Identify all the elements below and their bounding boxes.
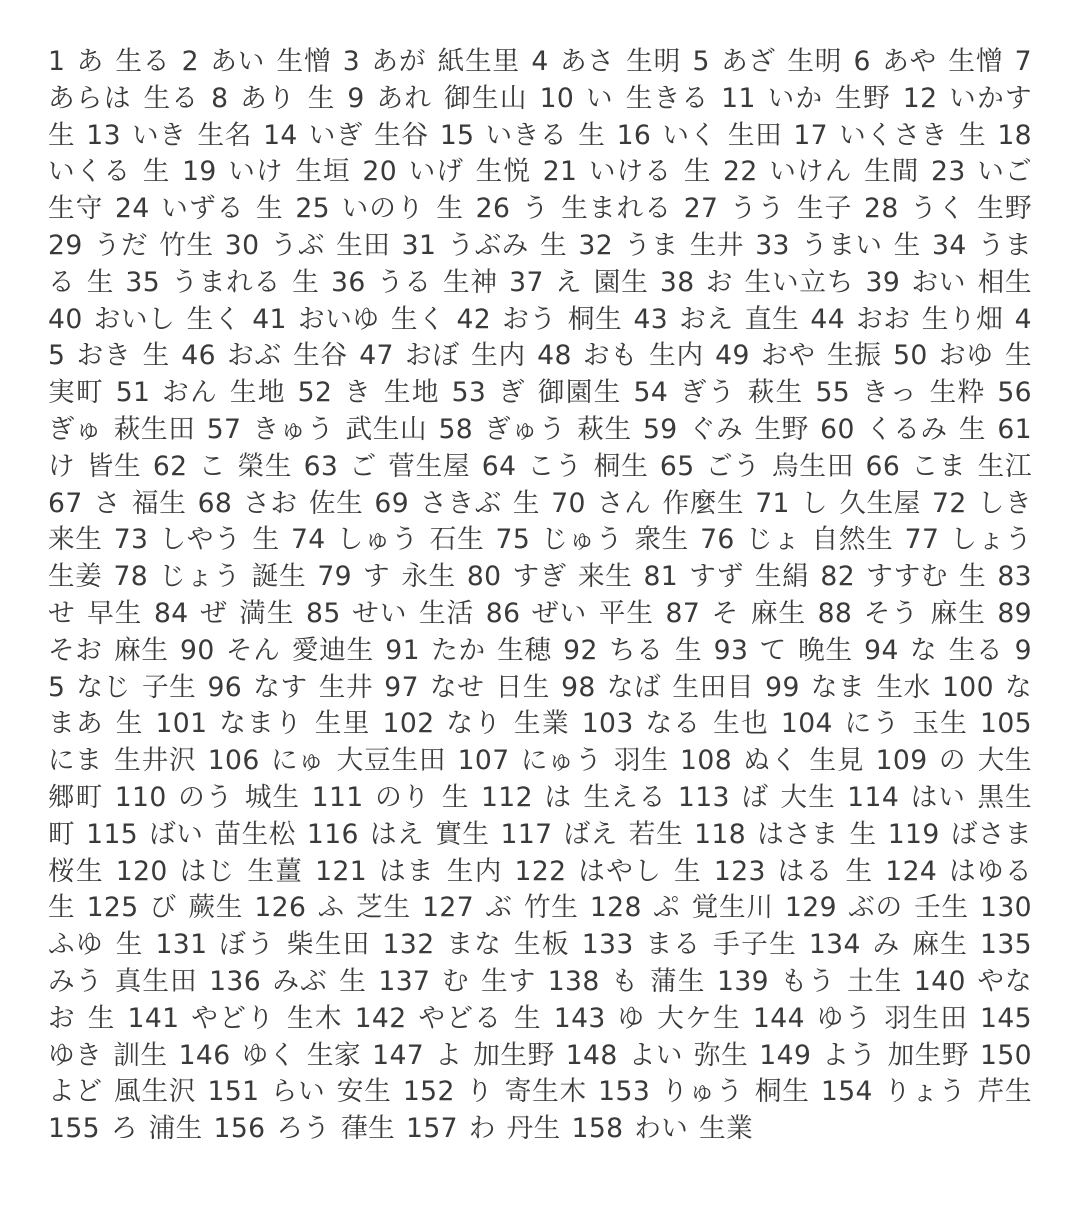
reading-list-text: 1 あ 生る 2 あい 生憎 3 あが 紙生里 4 あさ 生明 5 あざ 生明 6 あや 生憎 7 あらは 生る 8 あり 生 9 あれ 御生山 10 い 生きる 11 いか 生野 12 いかす 生 13 いき 生名 14 いぎ 生谷 15 いきる 生 16 いく 生田 17 いくさき 生 18 いくる 生 19 いけ 生垣 20 いげ 生悦 21 いける 生 22 いけん 生間 23 いご 生守 24 いずる 生 25 いのり 生 26 う 生まれる 27 うう 生子 28 うく 生野 29 うだ 竹生 30 うぶ 生田 31 うぶみ 生 32 うま 生井 33 うまい 生 34 うまる 生 35 うまれる 生 36 うる 生神 37 え 園生 38 お 生い立ち 39 おい 相生 40 おいし 生く 41 おいゆ 生く 42 おう 桐生 43 おえ 直生 44 おお 生り畑 45 おき 生 46 おぶ 生谷 47 おぼ 生内 48 おも 生内 49 おや 生振 50 おゆ 生実町 51 おん 生地 52 き 生地 53 ぎ 御園生 54 ぎう 萩生 55 きっ 生粋 56 ぎゅ 萩生田 57 きゅう 武生山 58 ぎゅう 萩生 59 ぐみ 生野 60 くるみ 生 61 け 皆生 62 こ 榮生 63 ご 菅生屋 64 こう 桐生 65 ごう 烏生田 66 こま 生江 67 さ 福生 68 さお 佐生 69 さきぶ 生 70 さん 作麼生 71 し 久生屋 72 しき 来生 73 しやう 生 74 しゅう 石生 75 じゅう 衆生 76 じょ 自然生 77 しょう 生姜 78 じょう 誕生 79 す 永生 80 すぎ 来生 81 すず 生絹 82 すすむ 生 83 せ 早生 84 ぜ 満生 85 せい 生活 86 ぜい 平生 87 そ 麻生 88 そう 麻生 89 そお 麻生 90 そん 愛迪生 91 たか 生穂 92 ちる 生 93 て 晩生 94 な 生る 95 なじ 子生 96 なす 生井 97 なせ 日生 98 なば 生田目 99 なま 生水 100 なまあ 生 101 なまり 生里 102 なり 生業 103 なる 生也 104 にう 玉生 105 にま 生井沢 106 にゅ 大豆生田 107 にゅう 羽生 108 ぬく 生見 109 の 大生郷町 110 のう 城生 111 のり 生 112 は 生える 113 ば 大生 114 はい 黒生町 115 ばい 苗生松 116 はえ 實生 117 ばえ 若生 118 はさま 生 119 ばさま 桜生 120 はじ 生薑 121 はま 生内 122 はやし 生 123 はる 生 124 はゆる 生 125 び 蕨生 126 ふ 芝生 127 ぶ 竹生 128 ぷ 覚生川 129 ぶの 壬生 130 ふゆ 生 131 ぼう 柴生田 132 まな 生板 133 まる 手子生 134 み 麻生 135 みう 真生田 136 みぶ 生 137 む 生す 138 も 蒲生 139 もう 土生 140 やなお 生 141 やどり 生木 142 やどる 生 143 ゆ 大ケ生 144 ゆう 羽生田 145 ゆき 訓生 146 ゆく 生家 147 よ 加生野 148 よい 弥生 149 よう 加生野 150 よど 風生沢 151 らい 安生 152 り 寄生木 153 りゅう 桐生 154 りょう 芹生 155 ろ 浦生 156 ろう 葎生 157 わ 丹生 158 わい 生業: [48, 46, 1032, 1145]
